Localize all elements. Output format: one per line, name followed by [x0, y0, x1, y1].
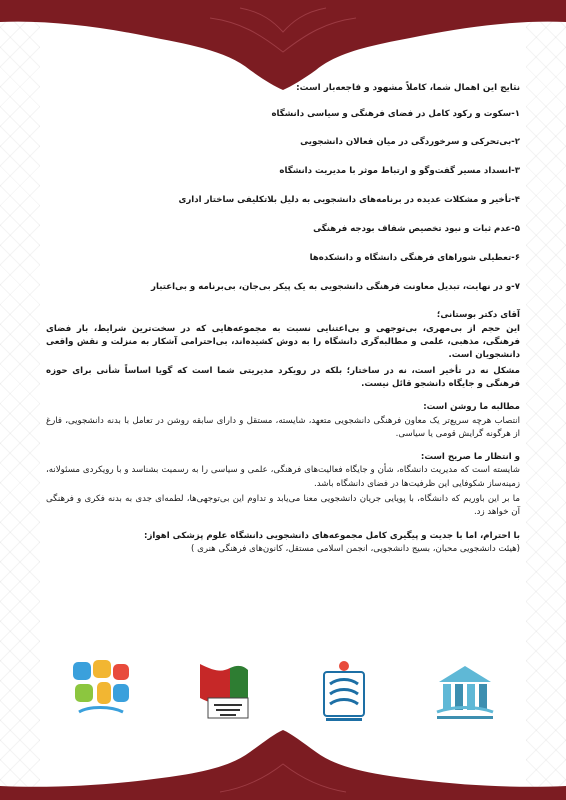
closing-line-2: (هیئت دانشجویی محبان، بسیج دانشجویی، انجمن اسلامی مستقل، کانون‌های فرهنگی هنری ) [191, 544, 520, 554]
result-item-7: ۷-و در نهایت، تبدیل معاونت فرهنگی دانشجویی به یک پیکر بی‌جان، بی‌برنامه و بی‌اعتبار [151, 281, 520, 292]
top-banner-ornament [0, 0, 566, 90]
logos-row [40, 650, 526, 730]
closing-section [46, 530, 520, 557]
demand-paragraph: انتصاب هرچه سریع‌تر یک معاون فرهنگی دانشجویی متعهد، شایسته، مستقل و دارای سابقه روشن در تعامل با بدنه دانشجویی، فارغ از هرگونه گرایش قومی یا سیاسی. [46, 415, 520, 439]
demand-section [46, 401, 520, 441]
address-title: آقای دکتر بوستانی؛ [436, 310, 520, 321]
expectation-paragraph-2: ما بر این باوریم که دانشگاه، با پویایی جریان دانشجویی معنا می‌یابد و تداوم این بی‌توجهی‌ها، لطمه‌ای جدی به بدنه فکری و فرهنگی آن خواهد زد. [46, 494, 520, 518]
bottom-banner-ornament [0, 730, 566, 800]
address-section [46, 309, 520, 391]
student-associations-logo-icon [61, 650, 141, 730]
demand-title: مطالبه ما روشن است: [423, 402, 520, 413]
expectation-title: و انتظار ما صریح است: [420, 452, 520, 463]
result-item-2: ۲-بی‌تحرکی و سرخوردگی در میان فعالان دانشجویی [300, 137, 520, 148]
expectation-paragraph-1: شایسته است که مدیریت دانشگاه، شأن و جایگاه فعالیت‌های فرهنگی، علمی و سیاسی را به رسمیت بشناسد و با رویکردی مسئولانه، زمینه‌ساز شکوفایی این ظرفیت‌ها در فضای دانشگاه باشد. [46, 465, 520, 489]
result-item-4: ۴-تأخیر و مشکلات عدیده در برنامه‌های دانشجویی به دلیل بلاتکلیفی ساختار اداری [178, 195, 520, 206]
result-item-5: ۵-عدم ثبات و نبود تخصیص شفاف بودجه فرهنگی [313, 223, 520, 234]
result-item-1: ۱-سکوت و رکود کامل در فضای فرهنگی و سیاسی دانشگاه [271, 108, 520, 119]
result-item-3: ۳-انسداد مسیر گفت‌وگو و ارتباط موثر با مدیریت دانشگاه [279, 166, 520, 177]
address-paragraph-2: مشکل نه در تأخیر است، نه در ساختار؛ بلکه در رویکرد مدیریتی شما است که گویا اساساً شأنی برای حوزه فرهنگی و جایگاه دانشجو قائل نیست. [46, 365, 520, 389]
background-pattern-left [0, 0, 40, 800]
background-pattern-right [526, 0, 566, 800]
expectation-section [46, 451, 520, 520]
closing-line-1: با احترام، اما با جدیت و پیگیری کامل مجموعه‌های دانشجویی دانشگاه علوم پزشکی اهواز: [144, 530, 520, 541]
statement-body [46, 82, 520, 558]
address-paragraph-1: این حجم از بی‌مهری، بی‌توجهی و بی‌اعتنایی نسبت به مجموعه‌هایی که در سخت‌ترین شرایط، بار فضای فرهنگی، مذهبی، علمی و مطالبه‌گری دانشگاه را به دوش کشیده‌اند، بی‌احترامی آشکار به منزلت و نقش واقعی دانشجویان است. [46, 323, 520, 361]
university-emblem-logo-icon [425, 650, 505, 730]
result-item-6: ۶-تعطیلی شوراهای فرهنگی دانشگاه و دانشکده‌ها [309, 252, 520, 263]
flag-logo-icon [182, 650, 262, 730]
calligraphy-seal-logo-icon [304, 650, 384, 730]
results-heading: نتایج این اهمال شما، کاملاً مشهود و فاجعه‌بار است: [296, 83, 520, 93]
